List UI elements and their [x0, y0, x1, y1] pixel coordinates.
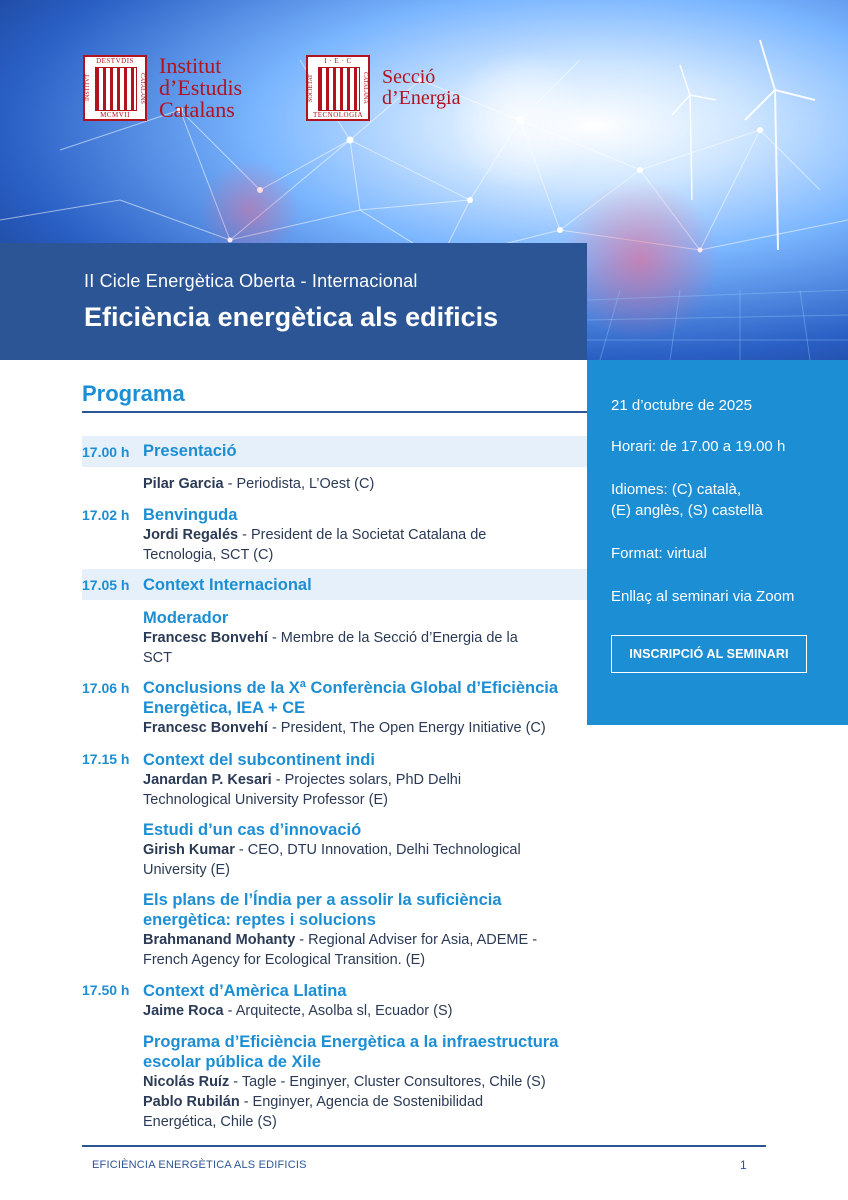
seal-text: TECNOLOGIA — [312, 111, 364, 119]
seal-text: I · E · C — [324, 57, 352, 65]
item-heading-cont: Energètica, IEA + CE — [143, 699, 306, 717]
iec-name — [159, 55, 242, 121]
register-button[interactable]: INSCRIPCIÓ AL SEMINARI — [611, 635, 807, 673]
item-heading: Context Internacional — [143, 576, 312, 594]
speaker-name: Francesc Bonvehí — [143, 630, 268, 646]
speaker-line — [143, 840, 587, 860]
speaker-line — [143, 770, 587, 790]
speaker-role: Tecnologia, SCT (C) — [143, 547, 274, 563]
speaker-name: Janardan P. Kesari — [143, 772, 272, 788]
logo-line: Catalans — [159, 97, 235, 122]
item-heading: Programa d’Eficiència Energètica a la infraestructura — [143, 1033, 559, 1051]
sct-seal-icon — [306, 55, 370, 121]
programme-item — [143, 750, 587, 810]
logo-line: d’Estudis — [159, 75, 243, 100]
programme-item — [143, 678, 587, 738]
speaker-role: - Membre de la Secció d’Energia de la — [267, 630, 518, 646]
programme-item — [143, 981, 587, 1021]
speaker-name: Jaime Roca — [143, 1003, 224, 1019]
time-label: 17.15 h — [82, 751, 130, 767]
event-info-box — [587, 360, 848, 725]
item-heading: Moderador — [143, 609, 229, 627]
speaker-role: - Projectes solars, PhD Delhi — [271, 772, 462, 788]
speaker-role: - Periodista, L’Oest (C) — [223, 476, 375, 492]
zoom-link[interactable]: Enllaç al seminari via Zoom — [611, 588, 795, 605]
speaker-line — [143, 790, 587, 810]
item-heading: Conclusions de la Xª Conferència Global d’Eficiència — [143, 679, 559, 697]
iec-logo — [83, 55, 242, 121]
programme-item — [143, 1032, 587, 1132]
event-hours: Horari: de 17.00 a 19.00 h — [611, 438, 786, 455]
event-title: Eficiència energètica als edificis — [84, 302, 499, 332]
item-heading: Presentació — [143, 442, 237, 460]
seal-text: INSTITVT — [85, 74, 91, 102]
event-date: 21 d’octubre de 2025 — [611, 397, 752, 414]
seal-text: CATALANA — [362, 72, 368, 104]
speaker-line — [143, 930, 587, 950]
speaker-name: Pablo Rubilán — [143, 1094, 240, 1110]
logo-line: Institut — [159, 53, 222, 78]
speaker-name: Brahmanand Mohanty — [143, 932, 296, 948]
speaker-line — [143, 1092, 587, 1112]
speaker-line — [143, 950, 587, 970]
speaker-role: French Agency for Ecological Transition. (E) — [143, 952, 426, 968]
event-languages: Idiomes: (C) català, — [611, 481, 742, 498]
programme-title: Programa — [82, 381, 185, 406]
item-heading: Context d’Amèrica Llatina — [143, 982, 347, 1000]
speaker-name: Pilar Garcia — [143, 476, 224, 492]
seal-text: SOCIETAT — [308, 74, 314, 102]
speaker-line — [143, 860, 587, 880]
speaker-line — [143, 1072, 587, 1092]
logo-line: d’Energia — [382, 87, 461, 109]
speaker-line — [143, 718, 587, 738]
divider — [82, 411, 587, 413]
title-box — [0, 243, 587, 360]
speaker-role: - CEO, DTU Innovation, Delhi Technological — [234, 842, 521, 858]
speaker-role: - Tagle - Enginyer, Cluster Consultores, Chile (S) — [229, 1074, 546, 1090]
programme-item — [143, 820, 587, 880]
programme-item — [143, 505, 587, 565]
time-label: 17.50 h — [82, 982, 130, 998]
speaker-role: - Regional Adviser for Asia, ADEME - — [295, 932, 538, 948]
time-label: 17.00 h — [82, 444, 130, 460]
footer-divider — [82, 1145, 766, 1147]
footer-title: EFICIÈNCIA ENERGÈTICA ALS EDIFICIS — [92, 1159, 307, 1171]
item-heading: Benvinguda — [143, 506, 238, 524]
speaker-line — [143, 1001, 587, 1021]
seal-text: MCMVII — [100, 111, 130, 119]
time-label: 17.05 h — [82, 577, 130, 593]
item-heading: Els plans de l’Índia per a assolir la suficiència — [143, 891, 502, 909]
speaker-line — [143, 648, 587, 668]
programme-item — [143, 608, 587, 668]
seal-text: CATALANS — [139, 72, 145, 104]
seccio-name — [382, 67, 461, 109]
speaker-role: SCT — [143, 650, 172, 666]
logo-line: Secció — [382, 66, 436, 88]
time-label: 17.02 h — [82, 507, 130, 523]
iec-seal-icon — [83, 55, 147, 121]
programme-item — [143, 441, 587, 461]
speaker-role: - President de la Societat Catalana de — [238, 527, 487, 543]
speaker-name: Jordi Regalés — [143, 527, 239, 543]
speaker-line — [143, 545, 587, 565]
speaker-role: University (E) — [143, 862, 231, 878]
speaker-role: - Arquitecte, Asolba sl, Ecuador (S) — [223, 1003, 453, 1019]
item-heading: Estudi d’un cas d’innovació — [143, 821, 362, 839]
speaker-name: Francesc Bonvehí — [143, 720, 268, 736]
event-languages-2: (E) anglès, (S) castellà — [611, 502, 763, 519]
programme-item — [143, 890, 587, 970]
item-heading-cont: escolar pública de Xile — [143, 1053, 321, 1071]
speaker-name: Nicolás Ruíz — [143, 1074, 230, 1090]
item-heading: Context del subcontinent indi — [143, 751, 375, 769]
page-number: 1 — [740, 1158, 747, 1172]
speaker-role: Technological University Professor (E) — [143, 792, 388, 808]
speaker-block — [143, 474, 587, 494]
speaker-line — [143, 1112, 587, 1132]
header-banner — [0, 0, 848, 360]
speaker-role: - President, The Open Energy Initiative (C) — [267, 720, 546, 736]
seccio-energia-logo — [306, 55, 461, 121]
speaker-role: - Enginyer, Agencia de Sostenibilidad — [239, 1094, 484, 1110]
item-heading-cont: energètica: reptes i solucions — [143, 911, 376, 929]
speaker-line — [143, 628, 587, 648]
cycle-subtitle: II Cicle Energètica Oberta - Internacional — [84, 271, 418, 291]
programme-item — [143, 575, 587, 595]
speaker-line — [143, 525, 587, 545]
speaker-name: Girish Kumar — [143, 842, 235, 858]
time-label: 17.06 h — [82, 680, 130, 696]
speaker-role: Energética, Chile (S) — [143, 1114, 277, 1130]
event-format: Format: virtual — [611, 545, 707, 562]
speaker-line — [143, 474, 587, 494]
seal-text: DESTVDIS — [96, 57, 134, 65]
